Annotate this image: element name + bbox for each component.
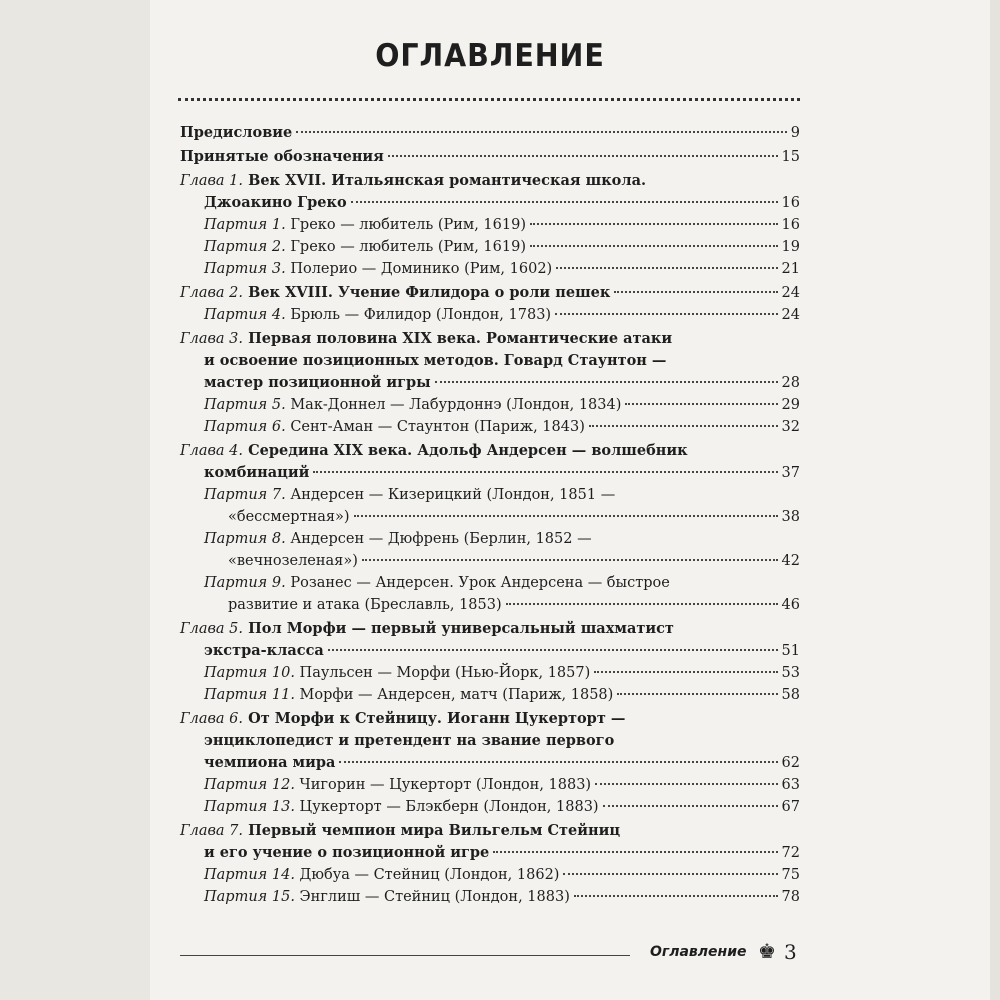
toc-entry-title: мастер позиционной игры <box>204 374 431 391</box>
toc-game-entry[interactable] <box>180 528 800 572</box>
toc-entry-title: Первый чемпион мира Вильгельм Стейниц <box>248 822 621 839</box>
toc-entry-title: и освоение позиционных методов. Говард Стаунтон — <box>204 352 667 369</box>
toc-leader-dots <box>594 671 777 673</box>
toc-chapter-entry[interactable] <box>180 170 800 214</box>
toc-entry-label: Партия 2. <box>204 239 286 255</box>
title-dotted-rule <box>178 98 800 101</box>
chess-pawn-icon: ♚ <box>758 939 776 963</box>
toc-page-number: 37 <box>781 465 800 481</box>
toc-leader-dots <box>589 425 778 427</box>
toc-game-entry[interactable] <box>180 684 800 706</box>
toc-entry-title: «бессмертная») <box>228 509 350 525</box>
toc-page-number: 46 <box>781 597 800 613</box>
toc-entry-title: Джоакино Греко <box>204 194 347 211</box>
toc-leader-dots <box>530 245 778 247</box>
toc-leader-dots <box>563 873 777 875</box>
toc-leader-dots <box>556 267 777 269</box>
toc-entry-title: Дюбуа — Стейниц (Лондон, 1862) <box>299 867 560 883</box>
toc-entry-label: Глава 6. <box>180 711 244 727</box>
toc-leader-dots <box>328 649 778 651</box>
toc-entry-title: Греко — любитель (Рим, 1619) <box>290 239 526 255</box>
toc-page-number: 32 <box>781 419 800 435</box>
toc-page-number: 16 <box>781 195 800 211</box>
toc-entry-title: Паульсен — Морфи (Нью-Йорк, 1857) <box>299 665 591 681</box>
toc-page-number: 24 <box>781 307 800 323</box>
toc-entry-label: Глава 5. <box>180 621 244 637</box>
toc-entry-title: «вечнозеленая») <box>228 553 358 569</box>
toc-leader-dots <box>339 761 777 763</box>
toc-entry-label: Глава 3. <box>180 331 244 347</box>
toc-leader-dots <box>506 603 778 605</box>
toc-page-number: 28 <box>781 375 800 391</box>
toc-page-number: 67 <box>781 799 800 815</box>
toc-entry-title: Принятые обозначения <box>180 148 384 165</box>
toc-leader-dots <box>595 783 777 785</box>
toc-game-entry[interactable] <box>180 796 800 818</box>
toc-entry-title: Первая половина XIX века. Романтические атаки <box>248 330 673 347</box>
toc-game-entry[interactable] <box>180 886 800 908</box>
toc-entry-title: Брюль — Филидор (Лондон, 1783) <box>290 307 552 323</box>
toc-chapter-entry[interactable] <box>180 440 800 484</box>
toc-game-entry[interactable] <box>180 484 800 528</box>
toc-game-entry[interactable] <box>180 864 800 886</box>
toc-page-number: 29 <box>781 397 800 413</box>
toc-leader-dots <box>617 693 777 695</box>
toc-game-entry[interactable] <box>180 304 800 326</box>
toc-entry-label: Глава 1. <box>180 173 244 189</box>
toc-page-number: 58 <box>781 687 800 703</box>
toc-entry-title: Сент-Аман — Стаунтон (Париж, 1843) <box>290 419 585 435</box>
toc-page-number: 21 <box>781 261 800 277</box>
toc-entry-label: Партия 11. <box>204 687 295 703</box>
toc-entry-label: Партия 6. <box>204 419 286 435</box>
toc-leader-dots <box>313 471 777 473</box>
toc-entry-title: Предисловие <box>180 124 293 141</box>
toc-entry-title: экстра-класса <box>204 642 324 659</box>
toc-entry-title: Век XVII. Итальянская романтическая школа. <box>248 172 647 189</box>
toc-leader-dots <box>493 851 777 853</box>
toc-leader-dots <box>625 403 777 405</box>
toc-entry-label: Партия 15. <box>204 889 295 905</box>
footer-label: Оглавление <box>650 944 747 960</box>
toc-page-number: 16 <box>781 217 800 233</box>
toc-game-entry[interactable] <box>180 662 800 684</box>
toc-front-entry[interactable] <box>180 146 800 168</box>
toc-entry-title: чемпиона мира <box>204 754 336 771</box>
toc-page-number: 75 <box>781 867 800 883</box>
toc-leader-dots <box>614 291 777 293</box>
toc-page-number: 9 <box>790 125 800 141</box>
page-number: 3 <box>784 940 797 964</box>
toc-entry-label: Партия 7. <box>204 487 286 503</box>
toc-game-entry[interactable] <box>180 774 800 796</box>
toc-leader-dots <box>388 155 778 157</box>
toc-leader-dots <box>435 381 778 383</box>
toc-entry-label: Партия 9. <box>204 575 286 591</box>
toc-game-entry[interactable] <box>180 258 800 280</box>
toc-entry-title: Середина XIX века. Адольф Андерсен — волшебник <box>248 442 688 459</box>
toc-page-number: 72 <box>781 845 800 861</box>
toc-leader-dots <box>296 131 787 133</box>
table-of-contents <box>180 120 800 908</box>
toc-entry-title: и его учение о позиционной игре <box>204 844 490 861</box>
toc-entry-title: Розанес — Андерсен. Урок Андерсена — быстрое <box>290 575 670 591</box>
toc-entry-label: Партия 14. <box>204 867 295 883</box>
toc-page-number: 62 <box>781 755 800 771</box>
toc-entry-title: Век XVIII. Учение Филидора о роли пешек <box>248 284 611 301</box>
toc-page-number: 24 <box>781 285 800 301</box>
toc-chapter-entry[interactable] <box>180 282 800 304</box>
toc-game-entry[interactable] <box>180 236 800 258</box>
toc-entry-title: От Морфи к Стейницу. Иоганн Цукерторт — <box>248 710 626 727</box>
toc-entry-title: Чигорин — Цукерторт (Лондон, 1883) <box>299 777 592 793</box>
toc-leader-dots <box>603 805 778 807</box>
toc-leader-dots <box>530 223 778 225</box>
toc-page-number: 51 <box>781 643 800 659</box>
toc-leader-dots <box>574 895 778 897</box>
toc-chapter-entry[interactable] <box>180 618 800 662</box>
toc-entry-label: Партия 4. <box>204 307 286 323</box>
toc-page-number: 53 <box>781 665 800 681</box>
toc-entry-title: Андерсен — Кизерицкий (Лондон, 1851 — <box>290 487 616 503</box>
toc-entry-label: Партия 8. <box>204 531 286 547</box>
toc-game-entry[interactable] <box>180 394 800 416</box>
toc-leader-dots <box>555 313 777 315</box>
toc-entry-label: Глава 7. <box>180 823 244 839</box>
toc-game-entry[interactable] <box>180 214 800 236</box>
toc-leader-dots <box>354 515 778 517</box>
toc-game-entry[interactable] <box>180 572 800 616</box>
toc-entry-label: Партия 5. <box>204 397 286 413</box>
toc-entry-label: Партия 10. <box>204 665 295 681</box>
page-title: ОГЛАВЛЕНИЕ <box>375 38 605 74</box>
toc-page-number: 15 <box>781 149 800 165</box>
toc-chapter-entry[interactable] <box>180 328 800 394</box>
toc-entry-title: Андерсен — Дюфрень (Берлин, 1852 — <box>290 531 592 547</box>
toc-entry-title: развитие и атака (Бреславль, 1853) <box>228 597 502 613</box>
toc-leader-dots <box>362 559 778 561</box>
toc-entry-title: Пол Морфи — первый универсальный шахматист <box>248 620 674 637</box>
toc-leader-dots <box>351 201 778 203</box>
toc-entry-title: Полерио — Доминико (Рим, 1602) <box>290 261 553 277</box>
toc-entry-title: Энглиш — Стейниц (Лондон, 1883) <box>299 889 570 905</box>
toc-entry-label: Партия 1. <box>204 217 286 233</box>
toc-page-number: 38 <box>781 509 800 525</box>
toc-entry-title: Греко — любитель (Рим, 1619) <box>290 217 526 233</box>
toc-entry-label: Партия 12. <box>204 777 295 793</box>
toc-entry-title: энциклопедист и претендент на звание первого <box>204 732 615 749</box>
toc-page-number: 19 <box>781 239 800 255</box>
toc-entry-title: Мак-Доннел — Лабурдоннэ (Лондон, 1834) <box>290 397 622 413</box>
toc-front-entry[interactable] <box>180 122 800 144</box>
toc-entry-title: Цукерторт — Блэкберн (Лондон, 1883) <box>299 799 599 815</box>
toc-page-number: 42 <box>781 553 800 569</box>
toc-entry-label: Партия 3. <box>204 261 286 277</box>
toc-game-entry[interactable] <box>180 416 800 438</box>
left-page-edge <box>0 0 150 1000</box>
toc-entry-title: Морфи — Андерсен, матч (Париж, 1858) <box>299 687 614 703</box>
toc-entry-label: Партия 13. <box>204 799 295 815</box>
toc-page-number: 63 <box>781 777 800 793</box>
toc-entry-title: комбинаций <box>204 464 310 481</box>
footer-rule <box>180 955 630 956</box>
toc-entry-label: Глава 4. <box>180 443 244 459</box>
toc-chapter-entry[interactable] <box>180 708 800 774</box>
toc-page-number: 78 <box>781 889 800 905</box>
toc-entry-label: Глава 2. <box>180 285 244 301</box>
toc-chapter-entry[interactable] <box>180 820 800 864</box>
